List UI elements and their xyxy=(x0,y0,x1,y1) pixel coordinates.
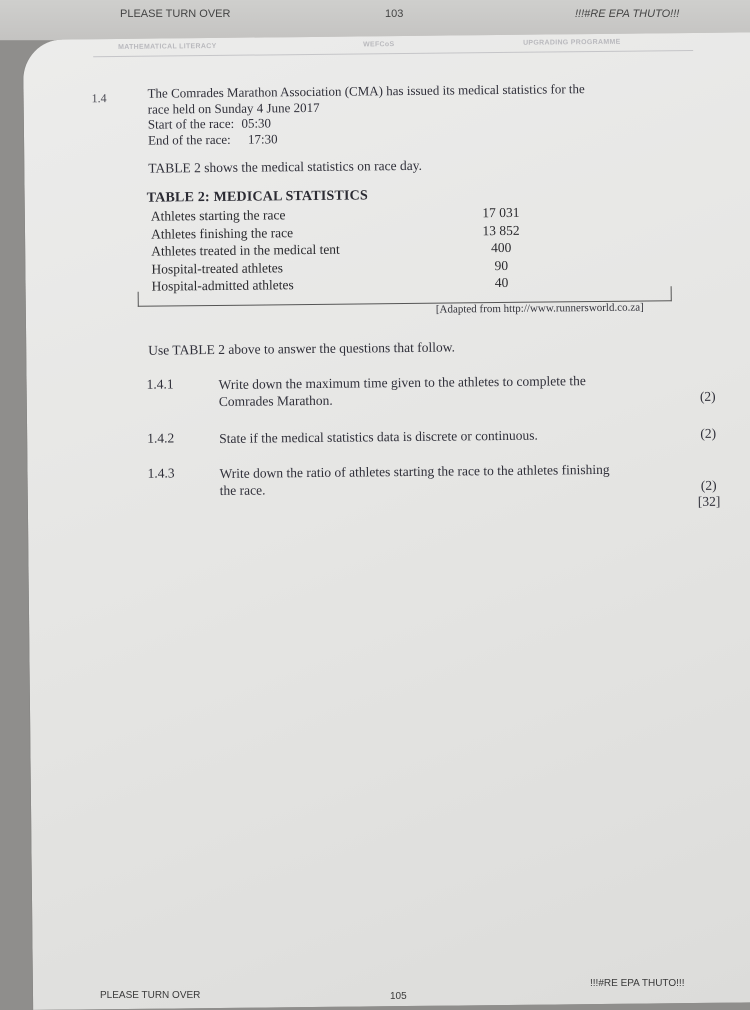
start-value: 05:30 xyxy=(241,115,272,131)
organisation-header: WEFCoS xyxy=(363,41,395,49)
subquestion-text xyxy=(219,371,674,410)
subquestion-text xyxy=(219,425,674,447)
question-number: 1.4 xyxy=(91,91,107,106)
row-value: 40 xyxy=(494,274,509,291)
table-intro: TABLE 2 shows the medical statistics on race day. xyxy=(148,157,423,176)
row-label: Athletes finishing the race xyxy=(150,224,294,242)
exam-page xyxy=(22,32,750,1010)
row-value: 17 031 xyxy=(482,204,520,221)
subquestion-number: 1.4.1 xyxy=(146,376,174,392)
subquestion-line: the race. xyxy=(219,482,266,498)
table-title: TABLE 2: MEDICAL STATISTICS xyxy=(146,188,369,206)
please-turn-over-top: PLEASE TURN OVER xyxy=(120,8,231,20)
subquestion-line: Write down the maximum time given to the athletes to complete the xyxy=(218,373,586,392)
subquestion-line: Write down the ratio of athletes starting the race to the athletes finishing xyxy=(219,461,610,481)
header-divider xyxy=(93,50,693,57)
intro-line-1: The Comrades Marathon Association (CMA) has issued its medical statistics for the xyxy=(147,81,585,101)
row-label: Hospital-treated athletes xyxy=(151,259,284,277)
intro-line-2: race held on Sunday 4 June 2017 xyxy=(147,99,320,117)
marks: (2) xyxy=(700,425,717,441)
subquestion-line: State if the medical statistics data is discrete or continuous. xyxy=(219,427,538,446)
subquestion-number: 1.4.3 xyxy=(147,465,175,481)
instruction: Use TABLE 2 above to answer the questions that follow. xyxy=(148,339,456,358)
stats-table xyxy=(151,205,532,296)
top-page-number: 103 xyxy=(385,8,404,20)
row-label: Athletes starting the race xyxy=(150,207,286,224)
question-intro xyxy=(147,80,658,147)
end-label: End of the race: xyxy=(147,131,231,148)
row-value: 400 xyxy=(490,239,512,256)
please-turn-over-bottom: PLEASE TURN OVER xyxy=(100,990,201,1001)
marks: (2) xyxy=(699,388,716,404)
end-value: 17:30 xyxy=(247,130,278,147)
table-source: [Adapted from http://www.runnersworld.co.za] xyxy=(435,301,644,316)
subject-header: MATHEMATICAL LITERACY xyxy=(118,42,217,51)
subquestion-1-4-3 xyxy=(147,460,721,509)
subquestion-line: Comrades Marathon. xyxy=(218,392,333,409)
row-value: 13 852 xyxy=(482,222,520,238)
row-label: Hospital-admitted athletes xyxy=(151,277,294,294)
bottom-motto: !!!#RE EPA THUTO!!! xyxy=(590,978,685,989)
top-motto: !!!#RE EPA THUTO!!! xyxy=(575,8,680,20)
row-value: 90 xyxy=(494,257,509,273)
subquestion-text xyxy=(219,460,674,499)
bottom-page-number: 105 xyxy=(390,991,407,1002)
start-label: Start of the race: xyxy=(147,115,235,132)
row-label: Athletes treated in the medical tent xyxy=(151,241,340,259)
subquestion-1-4-1 xyxy=(146,371,716,409)
total-marks: [32] xyxy=(697,493,721,509)
marks: (2) xyxy=(700,477,717,493)
next-page-strip xyxy=(0,980,750,1000)
subquestion-1-4-2 xyxy=(147,425,717,446)
subquestion-number: 1.4.2 xyxy=(147,430,175,446)
programme-header: UPGRADING PROGRAMME xyxy=(523,38,621,47)
